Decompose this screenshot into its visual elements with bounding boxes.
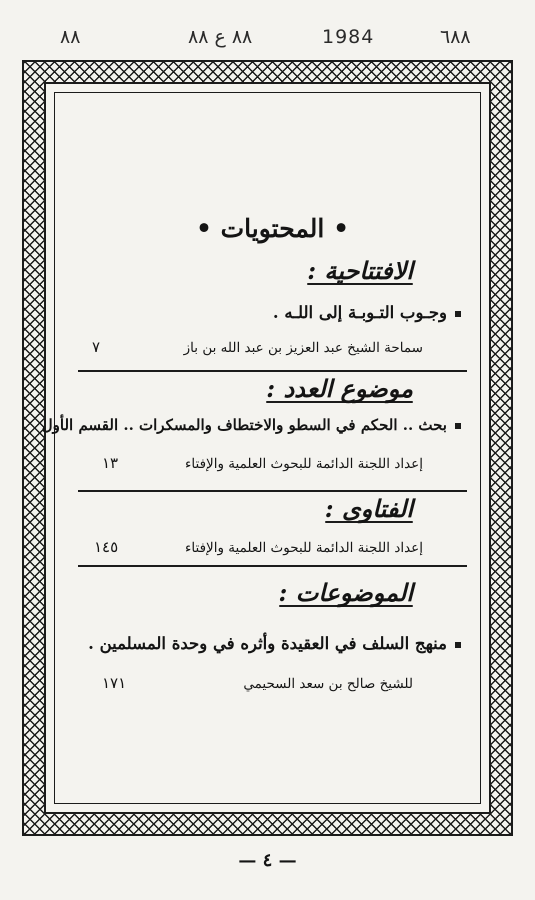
section-heading-text: الافتتاحية : [307, 256, 413, 285]
toc-item-text: منهج السلف في العقيدة وأثره في وحدة المسلمين . [88, 634, 447, 653]
section-heading-text: موضوع العدد : [266, 374, 413, 403]
bullet-icon [455, 642, 461, 648]
section-heading-text: الموضوعات : [278, 578, 413, 607]
divider [78, 490, 467, 492]
toc-item-text: وجـوب التـوبـة إلى اللـه . [272, 303, 447, 322]
page-title: • المحتويات • [195, 214, 350, 243]
handwritten-note-2: ٨٨ ع ٨٨ [188, 26, 253, 48]
section-heading-topics [279, 578, 413, 607]
section-heading-editorial [307, 256, 413, 285]
ornamental-border [22, 60, 513, 836]
handwritten-note-3: 1984 [322, 26, 375, 48]
divider [78, 370, 467, 372]
toc-item-author: للشيخ صالح بن سعد السحيمي [243, 676, 413, 692]
toc-item [41, 416, 461, 434]
toc-item [82, 634, 461, 653]
toc-item-author: سماحة الشيخ عبد العزيز بن عبد الله بن باز [183, 340, 423, 356]
toc-item [82, 303, 461, 322]
toc-page-number: ٧ [92, 338, 101, 356]
toc-item-text: بحث .. الحكم في السطو والاختطاف والمسكرات .. القسم الأول [41, 416, 447, 434]
toc-page-number: ١٣ [102, 454, 119, 472]
page-number: — ٤ — [238, 850, 297, 871]
section-heading-fatwas [325, 494, 413, 523]
bullet-icon [455, 423, 461, 429]
inner-frame [41, 82, 491, 814]
toc-page-number: ١٤٥ [94, 538, 119, 556]
toc-item-author: إعداد اللجنة الدائمة للبحوث العلمية والإفتاء [185, 456, 423, 472]
bullet-icon [455, 311, 461, 317]
handwritten-note-1: ٨٨ [60, 26, 81, 48]
divider [78, 565, 467, 567]
toc-page-number: ١٧١ [102, 674, 127, 692]
section-heading-text: الفتاوى : [324, 494, 413, 523]
section-heading-main-topic [266, 374, 413, 403]
handwritten-note-4: ٦٨٨ [440, 26, 471, 48]
toc-item-author: إعداد اللجنة الدائمة للبحوث العلمية والإفتاء [185, 540, 423, 556]
contents-body [41, 110, 463, 786]
